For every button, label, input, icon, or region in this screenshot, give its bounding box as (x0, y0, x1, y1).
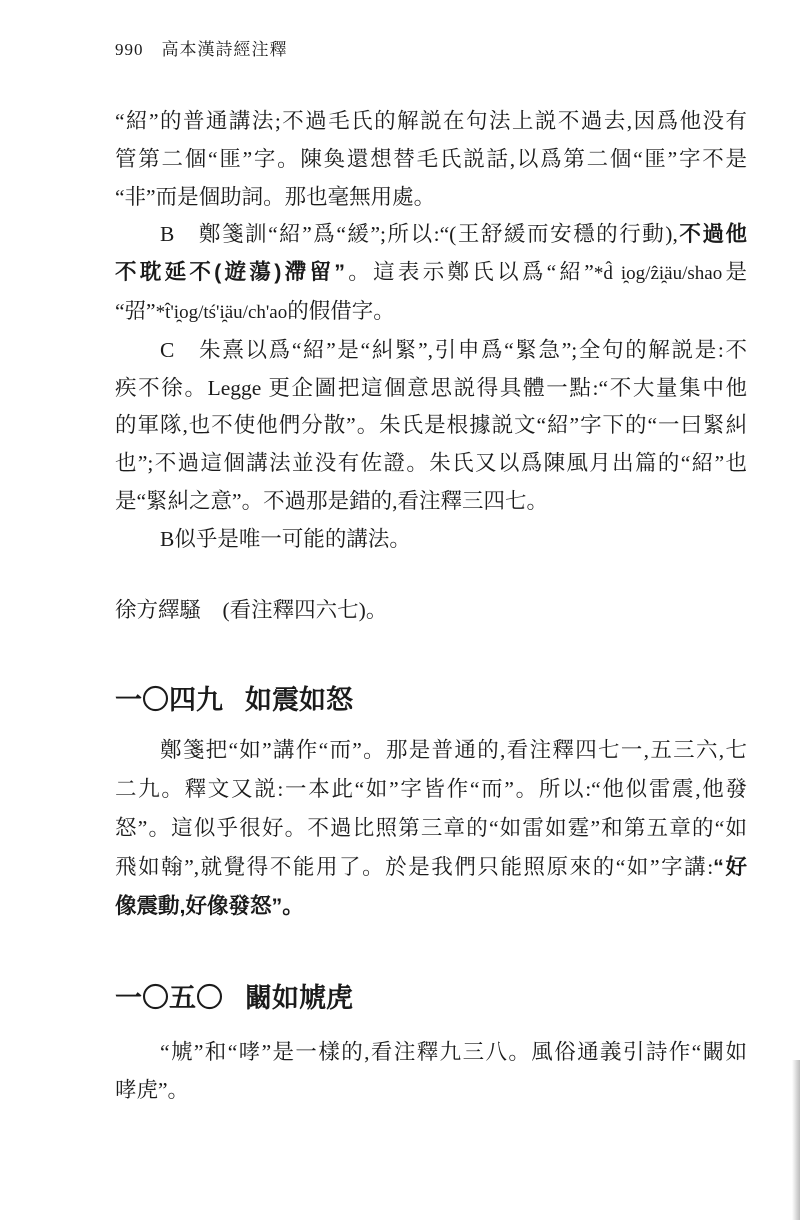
note-number: 一〇四九 (115, 685, 223, 715)
note-body (115, 731, 747, 926)
text-line: C 朱熹以爲“紹”是“糾緊”,引申爲“緊急”;全句的解説是:不 (160, 337, 747, 362)
text-line: “虓”和“哮”是一樣的,看注釋九三八。風俗通義引詩作“闞如 (160, 1040, 747, 1064)
page-number: 990 (115, 40, 144, 59)
text-line: 管第二個“匪”字。陳奐還想替毛氏説話,以爲第二個“匪”字不是 (115, 146, 747, 171)
note-heading (115, 978, 353, 1018)
text-line: 是“緊糾之意”。不過那是錯的,看注釋三四七。 (115, 488, 548, 513)
text-line: 疾不徐。Legge 更企圖把這個意思説得具體一點:“不大量集中他 (115, 375, 747, 400)
text-line: 二九。釋文又説:一本此“如”字皆作“而”。所以:“他似雷震,他發 (115, 776, 747, 801)
conclusion-line: B似乎是唯一可能的講法。 (160, 526, 411, 551)
scan-edge-shading (792, 1060, 800, 1220)
text-line: “紹”的普通講法;不過毛氏的解説在句法上説不過去,因爲他没有 (115, 109, 747, 133)
note-body (115, 1033, 747, 1109)
text-line: 的軍隊,也不使他們分散”。朱氏是根據説文“紹”字下的“一曰緊糾 (115, 413, 747, 438)
text-line (115, 887, 747, 926)
text-line (115, 848, 747, 887)
line-text: 是 (722, 260, 747, 285)
line-text: 。這表示鄭氏以爲“紹” (345, 260, 594, 285)
bold-emphasis: 不過他 (677, 222, 747, 247)
running-header (115, 38, 288, 62)
note-number: 一〇五〇 (115, 983, 223, 1013)
note-title: 如震如怒 (245, 685, 353, 715)
bold-emphasis: 像震動,好像發怒”。 (115, 893, 304, 918)
romanization: *t̂'i̯og/tś'i̯äu/ch'ao (155, 301, 288, 323)
text-line: 徐方繹騷 (看注釋四六七)。 (115, 598, 388, 622)
text-line (115, 216, 747, 254)
text-line: 鄭箋把“如”講作“而”。那是普通的,看注釋四七一,五三六,七 (160, 737, 747, 762)
text-line: “非”而是個助詞。那也毫無用處。 (115, 184, 436, 209)
phrase-reference (115, 591, 747, 629)
line-text: 飛如翰”,就覺得不能用了。於是我們只能照原來的“如”字講: (115, 854, 714, 879)
running-title: 高本漢詩經注釋 (161, 40, 288, 59)
bold-emphasis: “好 (713, 854, 747, 879)
note-title: 闞如虓虎 (245, 983, 353, 1013)
line-text: B 鄭箋訓“紹”爲“緩”;所以:“(王舒緩而安穩的行動), (160, 222, 678, 247)
line-text: 的假借字。 (287, 298, 395, 323)
text-line: 怒”。這似乎很好。不過比照第三章的“如雷如霆”和第五章的“如 (115, 815, 747, 840)
text-line (115, 254, 747, 293)
line-text: “弨” (115, 298, 156, 323)
romanization: *d̂ i̯og/ẑi̯äu/shao (593, 263, 723, 285)
text-line: 也”;不過這個講法並没有佐證。朱氏又以爲陳風月出篇的“紹”也 (115, 451, 747, 476)
text-line: 哮虎”。 (115, 1078, 190, 1102)
bold-emphasis: 不耽延不(遊蕩)滯留” (115, 260, 346, 285)
text-line (115, 293, 747, 332)
note-heading (115, 680, 353, 720)
continued-note-text (115, 103, 747, 559)
